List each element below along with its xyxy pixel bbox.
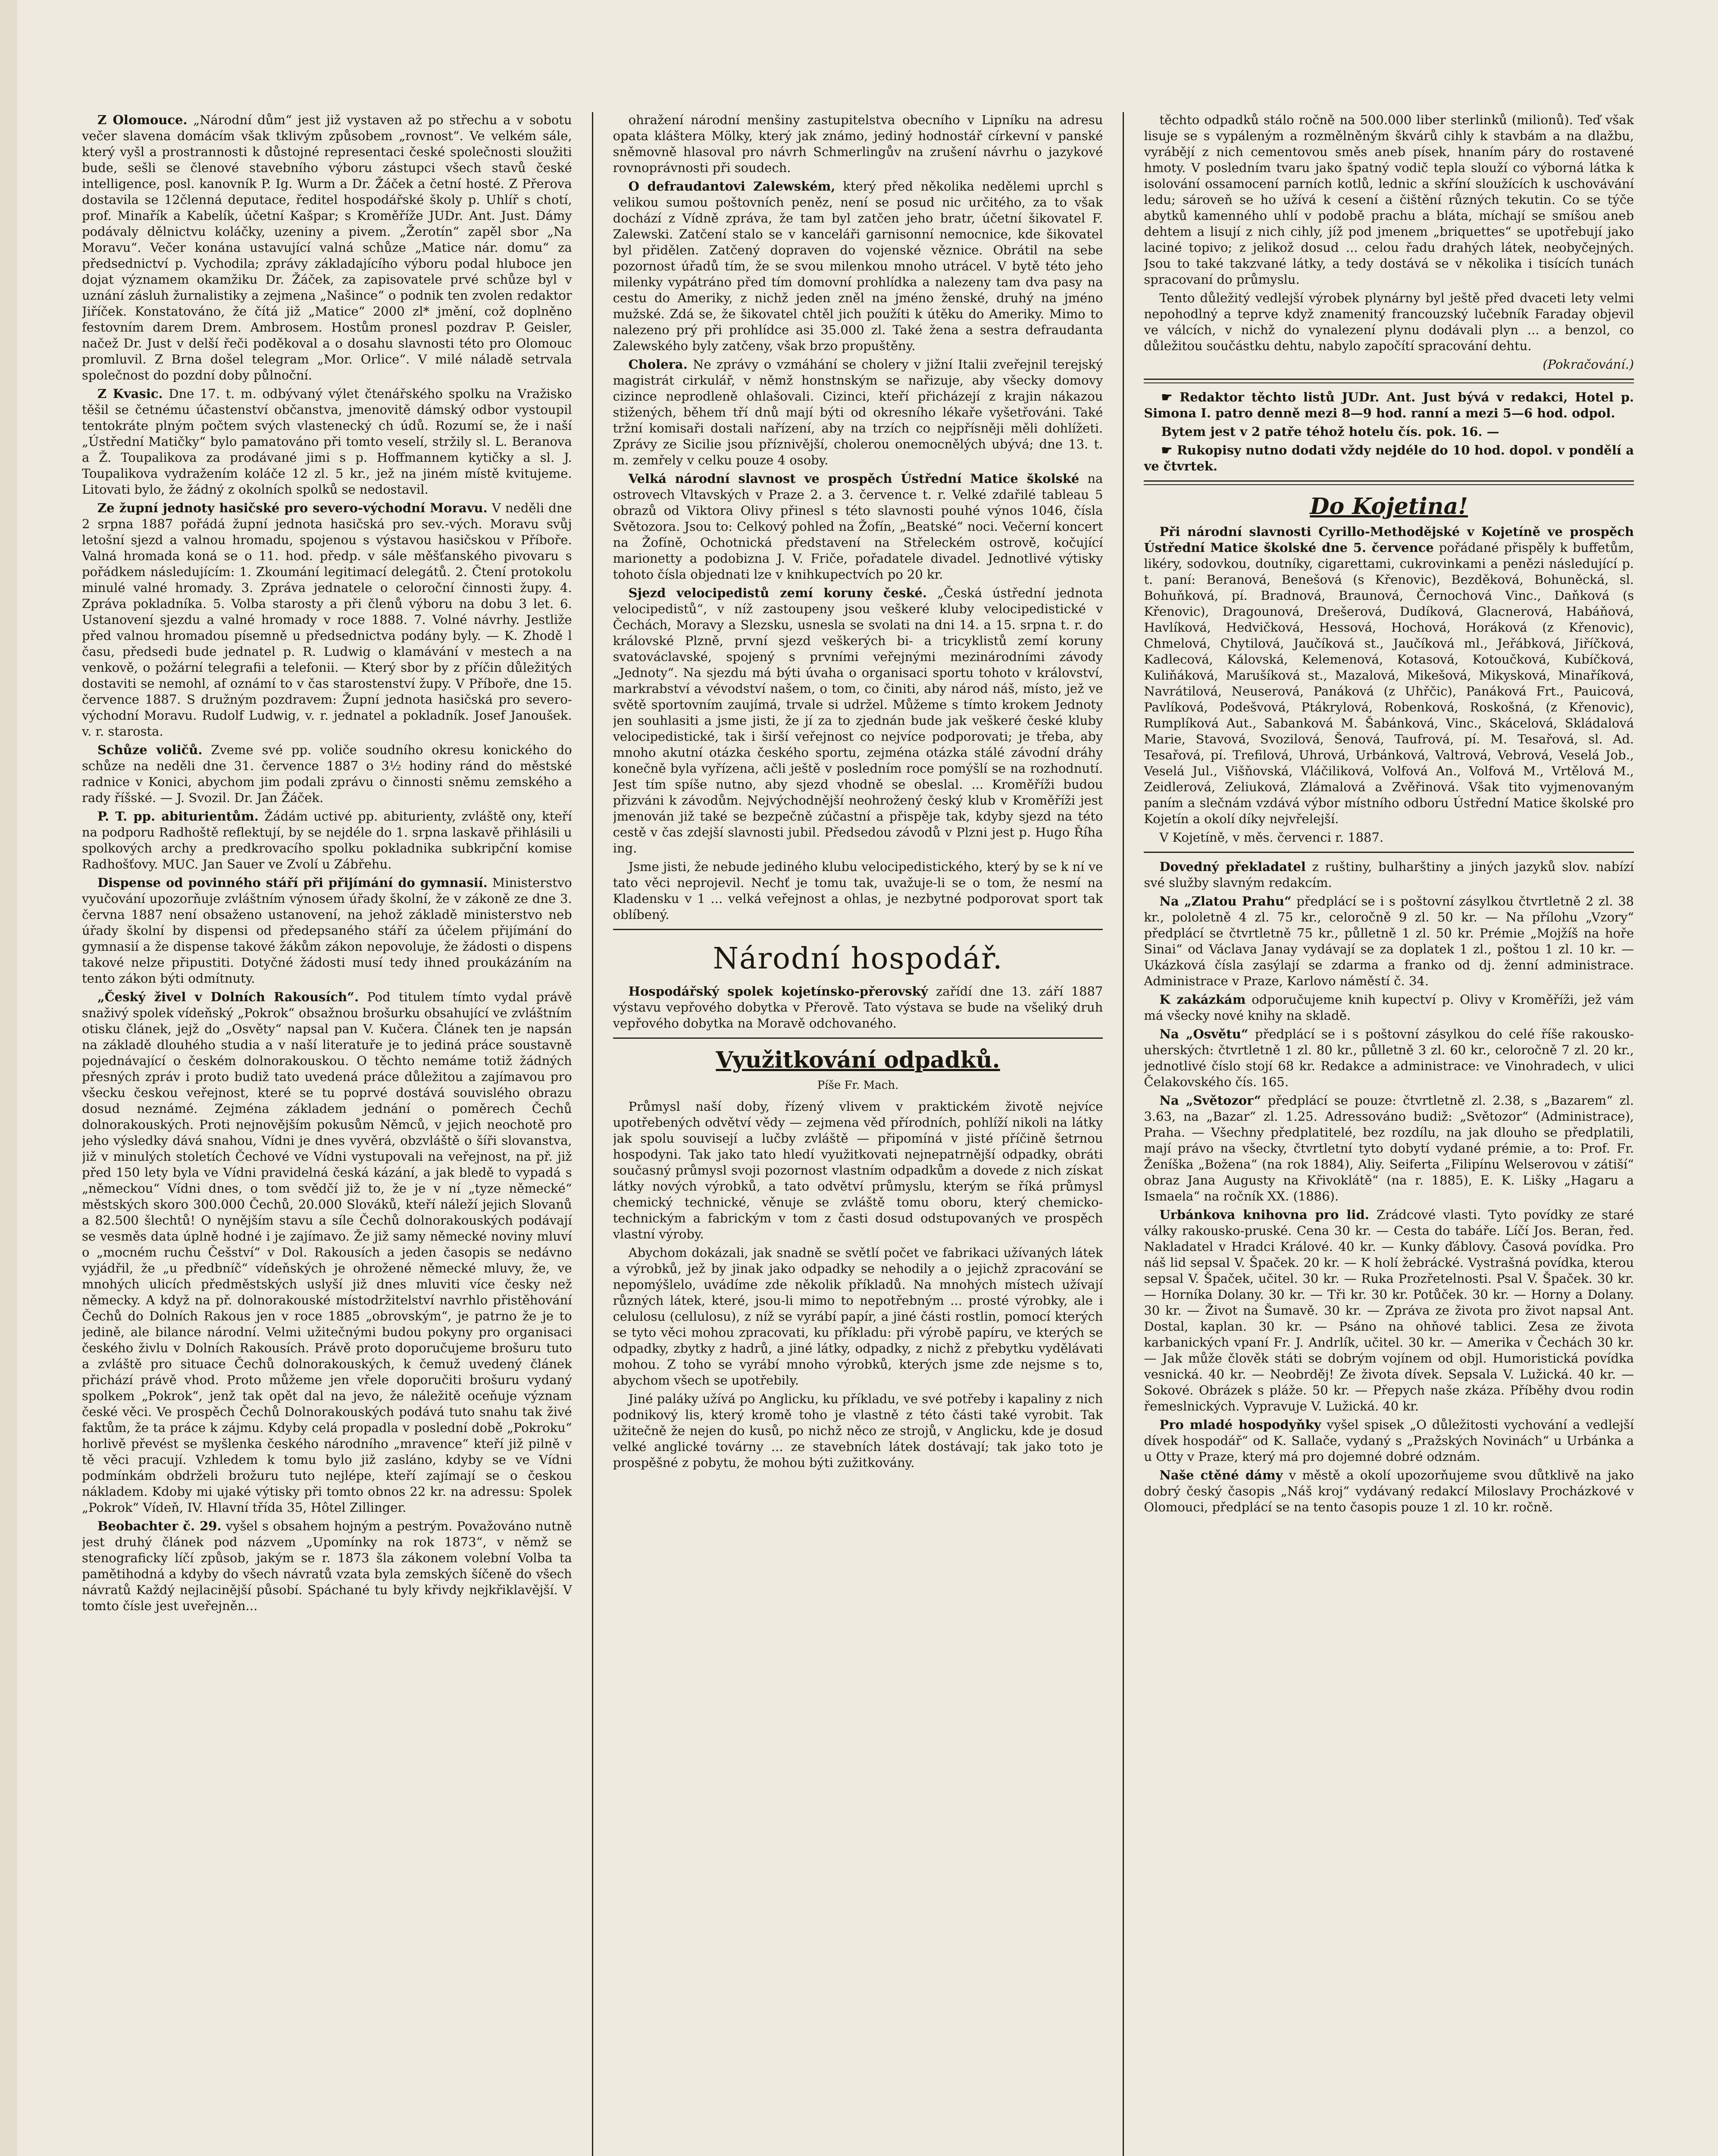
paragraph-lead: „Český živel v Dolních Rakousích“. xyxy=(97,990,359,1004)
paragraph xyxy=(1144,859,1634,891)
paragraph-lead: Na „Osvětu“ xyxy=(1159,1027,1249,1041)
pointing-hand-icon: ☛ xyxy=(1161,390,1180,404)
paragraph xyxy=(613,585,1103,856)
column-2 xyxy=(613,112,1103,2156)
paragraph-text: Jsme jisti, že nebude jediného klubu velocipedistického, který by se k ní ve tato věci neprojevil. Nechť je tomu tak, uvažuje-li se o tom, že nesmí na Kladensku v 1 ... velká veřejnost a ohlas, je nezbytné podporovat sport tak oblíbený. xyxy=(613,859,1103,922)
paragraph xyxy=(82,808,572,872)
paragraph-lead: P. T. pp. abiturientům. xyxy=(97,809,259,824)
kojetin-notice xyxy=(1144,524,1634,846)
editorial-notice xyxy=(1144,389,1634,474)
paragraph xyxy=(1144,1093,1634,1204)
paragraph xyxy=(1144,290,1634,354)
paragraph-lead: Beobachter č. 29. xyxy=(97,1519,222,1533)
paragraph xyxy=(82,386,572,498)
article-continuation xyxy=(1144,112,1634,354)
pointing-hand-icon: ☛ xyxy=(1161,443,1177,458)
paragraph-text: těchto odpadků stálo ročně na 500.000 liber sterlinků (milionů). Teď však lisuje se s vypáleným a rozmělněným škvárů cihly k stavbám a na dlažbu, vyrábějí z nich cementovou směs aneb písek, hnaním páry do rostavené hmoty. V posledním tvaru jako špatný vodič tepla slouží co výborná látka k isolování ossamocení parních kotlů, lednic a skříní sloužících k uschovávání ledu; sároveň se ho užívá k cesení a čištění různých tekutin. Co se týče abytků kamenného uhlí v podobě prachu a bláta, míchají se smíšou aneb dehtem a lisují z nich cihly, jíž pod jmenem „briquettes“ se upotřebují jako laciné topivo; z jelikož dosud ... celou řadu drahých látek, neobyčejných. Jsou to také takzvané látky, a tedy dostává se v několika i tisících tunách spracovaní do průmyslu. xyxy=(1144,113,1634,287)
paragraph-text: „Česká ústřední jednota velocipedistů“, v níž zastoupeny jsou veškeré kluby velocipedistické v Čechách, Moravy a Slezsku, usnesla se svolati na dni 14. a 15. srpna t. r. do královské Plzně, první sjezd veškerých bi- a tricyklistů zemí koruny svatováclavské, spojený s prvními veřejnými mezinárodními závody „Jednoty“. Na sjezdu má býti úvaha o organisaci sportu tohoto v království, markrabství a vévodství našem, o tom, co činiti, aby národ náš, místo, jež ve světě sportovním zaujímá, trvale si udržel. Můžeme s tímto krokem Jednoty jen souhlasiti a jsme jisti, že jí za to zjednán bude jak veškeré české kluby velocipedistické, tak i širší veřejnost co nejvíce podporovati; je třeba, aby mnoho akutní otázka českého sportu, zejména otázka stálé závodní dráhy konečně byla vyřízena, ačli ještě v posledním roce pomýšlí se na rozhodnutí. Jest tím spíše nutno, aby sjezd vhodně se obeslal. ... Kroměříži budou přizváni k závodům. Nejvýchodnější neohrožený český klub v Kroměříži jest jmenován již také se bezpečně zúčastní a přispěje tak, kdyby sjezd na této cestě v čas zdejší slavnosti jubil. Předsedou závodů v Plzni jest p. Hugo Říha ing. xyxy=(613,586,1103,856)
paragraph xyxy=(82,875,572,987)
paragraph-text: Ministerstvo vyučování upozorňuje zvláštním výnosem úřady školní, že v zákoně ze dne 3. června 1887 není obsaženo ustanovení, na jehož základě ministerstvo neb úřady školní by dispensi od předepsaného stáří za účelem přijímání do gymnasií a že dispense takové žákům zákon nepovoluje, že žádosti o dispens takové nelze připustiti. Dotyčné žádosti musí tedy ihned proukázáním na tento zákon býti odmítnuty. xyxy=(82,875,572,986)
paragraph-text: v městě a okolí upozorňujeme svou důtklivě na jako dobrý český časopis „Náš kroj“ vydávaný redakcí Miloslavy Procházkové v Olomouci, předplácí se na tento časopis pouze 1 zl. 10 kr. ročně. xyxy=(1144,1468,1634,1514)
notice-editor: ☛ Redaktor těchto listů JUDr. Ant. Just bývá v redakci, Hotel p. Simona I. patro denně mezi 8—9 hod. ranní a mezi 5—6 hod. odpol. xyxy=(1144,390,1634,420)
paragraph-text: zařídí dne 13. září 1887 výstavu vepřového dobytka v Přerově. Tato výstava se bude na všeliký druh vepřového dobytka na Moravě odchovaného. xyxy=(613,984,1103,1031)
paragraph-lead: Sjezd velocipedistů zemí koruny české. xyxy=(628,586,927,600)
paragraph-text: Žádám uctivé pp. abiturienty, zvláště ony, kteří na podporu Radhoště reflektují, by se nejdéle do 1. srpna laskavě přihlásili u spolkových archy a predkrovacího spolku pokladnika subkripční komise Radhošťovy. MUC. Jan Sauer ve Zvolí u Zábřehu. xyxy=(82,809,572,871)
paragraph-lead: Dovedný překladatel xyxy=(1159,859,1306,874)
paragraph-text: vyšel spisek „O důležitosti vychování a vedlejší dívek hospodář“ od K. Sallače, vydaný s „Pražských Novinách“ u Urbánka a u Otty v Praze, který má pro dojemné dobré odznám. xyxy=(1144,1417,1634,1464)
paragraph-text: Ne zprávy o vzmáhání se cholery v jižní Italii zveřejnil terejský magistrát cirkulář, v němž honstnským se nařizuje, aby všecky domovy cizince neprodleně ohlašovali. Cizinci, kteří přicházejí z krajin nákazou stižených, během tří dnů mají býti od okresního lékaře vyšetřováni. Také tržní komisaři dostali nařízení, aby na trzích co nejpřísněji měli dohlížeti. Zprávy ze Sicilie jsou příznivější, cholerou onemocnělých ubývá; dne 13. t. m. zemřely v celku pouze 4 osoby. xyxy=(613,357,1103,467)
paragraph-lead: Cholera. xyxy=(628,357,688,372)
paragraph-lead: Pro mladé hospodyňky xyxy=(1159,1417,1321,1432)
paragraph-text: odporučujeme knih kupectví p. Olivy v Kroměříži, jež vám má všecky nové knihy na skladě. xyxy=(1144,992,1634,1023)
column-3 xyxy=(1144,112,1634,2156)
paragraph-text: předplácí se i s poštovní zásylkou do celé říše rakousko-uherských: čtvrtletně 1 zl. 80 kr., půlletně 3 zl. 60 kr., celoročně 7 zl. 20 kr., jednotlivé číslo stojí 68 kr. Redakce a administrace: ve Vinohradech, v ulici Čelakovského čís. 165. xyxy=(1144,1027,1634,1089)
paragraph-lead: Velká národní slavnost ve prospěch Ústřední Matice školské xyxy=(628,471,1080,486)
paragraph xyxy=(613,859,1103,923)
paragraph-lead: Z Olomouce. xyxy=(97,113,188,127)
section-title-do-kojetina: Do Kojetina! xyxy=(1310,493,1468,520)
paragraph-text: předplácí se pouze: čtvrtletně zl. 2.38, s „Bazarem“ zl. 3.63, na „Bazar“ zl. 1.25. Adressováno budiž: „Světozor“ (Administrace), Praha. — Všechny předplatitelé, bez rozdílu, na jak dlouho se předplatili, mají právo na všecky, čtvrtletní tyto dobytí vydané prémie, a to: Prof. Fr. Ženíška „Božena“ (na rok 1884), Aliy. Seiferta „Filipínu Welserovou v zátiší“ obraz Jana Augusty na Křivoklátě“ (na r. 1885), E. K. Lišky „Hagaru a Ismaela“ na ročník XX. (1886). xyxy=(1144,1093,1634,1203)
paragraph-lead: Při národní slavnosti Cyrillo-Methodějské v Kojetíně ve prospěch Ústřední Matice školské dne 5. července xyxy=(1144,524,1634,555)
paragraph-lead: O defraudantovi Zalewském, xyxy=(628,179,836,194)
paragraph xyxy=(82,742,572,806)
divider xyxy=(613,929,1103,930)
paragraph-lead: K zakázkám xyxy=(1159,992,1246,1007)
divider xyxy=(1144,852,1634,853)
paragraph-lead: Naše ctěné dámy xyxy=(1159,1468,1283,1482)
paragraph-text: V Kojetíně, v měs. červenci r. 1887. xyxy=(1159,830,1384,845)
paragraph-text: na ostrovech Vltavských v Praze 2. a 3. července t. r. Velké zdařilé tableau 5 obrazů od Viktora Olivy přinesl s této slavnosti pouhé výnos 1046, čísla Světozora. Jsou to: Celkový pohled na Žofín, „Beatské“ noci. Večerní koncert na Žofíně, Ochotnická představení na Střeleckém ostrově, kočující marionetty a podobizna J. V. Friče, pořadatele divadel. Jednotlivé výtisky tohoto čísla objednati lze v knihkupectvích po 20 kr. xyxy=(613,471,1103,582)
paragraph-text: vyšel s obsahem hojným a pestrým. Považováno nutně jest druhý článek pod názvem „Upomínky na rok 1873“, v němž se stenograficky líčí způsob, jakým se r. 1873 šla zákonem volební Volba ta pamětihodná a kdyby do všech návratů vzata byla zemských šíčeně do všech návratů Každý nejlacinější působí. Spáchané tu byly křivdy nejkřiklavější. V tomto čísle jest uveřejněn... xyxy=(82,1519,572,1613)
paragraph xyxy=(613,1245,1103,1388)
paragraph-text: pořádané přispěly k buffetům, likéry, sodovkou, doutníky, cigarettami, cukrovinkami a penězi následující p. t. paní: Beranová, Benešová (s Křenovic), Bezděková, Bohuněcká, sl. Bohuňková, pí. Bradnová, Braunová, Černochová Vinc., Daňková (s Křenovic), Dragounová, Drešerová, Dudíková, Glacnerová, Habáňová, Havlíková, Hedvičková, Hessová, Hochová, Horáková (z Křenovic), Chmelová, Chytilová, Jaučíková st., Jaučíková ml., Jeřábková, Jiříčková, Kadlecová, Kálovská, Kelemenová, Kotasová, Kotoučková, Kubíčková, Kuliňáková, Marušíková st., Mazalová, Mikešová, Mikysková, Minaříková, Navrátilová, Neuserová, Panáková (z Uhřčic), Panáková Frt., Pauicová, Pavlíková, Podešvová, Ptákrylová, Robenková, Roskošná, (z Křenovic), Rumplíková Aut., Sabanková M. Šabánková, Vinc., Skácelová, Skládalová Marie, Stavová, Svozilová, Šenová, Taufrová, pí. M. Tesařová, sl. Ad. Tesařová, pí. Trefilová, Uhrová, Urbánková, Valtrová, Vebrová, Veselá Job., Veselá Jul., Višňovská, Vláčiliková, Volfová An., Volfová M., Vrtělová M., Zeidlerová, Zeliuková, Zlámalová a Zvěřinová. Však tito vyjmenovaným paním a slečnám vzdává výbor místního odboru Ústřední Matice školské pro Kojetín a okolí díky nejvřelejší. xyxy=(1144,540,1634,826)
paragraph xyxy=(1144,1467,1634,1515)
economy-notices xyxy=(613,984,1103,1031)
paragraph xyxy=(1144,992,1634,1024)
paragraph-lead: Z Kvasic. xyxy=(97,386,163,401)
notice-residence: Bytem jest v 2 patře téhož hotelu čís. pok. 16. — xyxy=(1161,424,1499,439)
paragraph xyxy=(1144,830,1634,846)
paragraph xyxy=(613,471,1103,583)
paragraph xyxy=(613,1391,1103,1471)
paragraph xyxy=(1144,1207,1634,1414)
paragraph xyxy=(613,357,1103,468)
paragraph-lead: Na „Zlatou Prahu“ xyxy=(1159,894,1292,909)
paragraph-lead: Ze župní jednoty hasičské pro severo-východní Moravu. xyxy=(97,501,488,515)
column-rule xyxy=(592,112,593,2156)
column-1 xyxy=(82,112,572,2156)
paragraph xyxy=(1144,893,1634,989)
paragraph xyxy=(82,500,572,740)
notice-manuscripts: ☛ Rukopisy nutno dodati vždy nejdéle do 10 hod. dopol. v pondělí a ve čtvrtek. xyxy=(1144,443,1634,473)
paragraph-text: předplácí se i s poštovní zásylkou čtvrtletně 2 zl. 38 kr., pololetně 4 zl. 75 kr., celoročně 9 zl. 50 kr. — Na přílohu „Vzory“ předplácí se čtvrtletně 75 kr., půlletně 1 zl. 50 kr. Prémie „Mojžíš na hoře Sinai“ od Václava Janay vydávají se za doplatek 1 zl., poštou 1 zl. 10 kr. — Ukázková čísla zasýlají se zdarma a franko od dj. ženní administrace. Administrace v Praze, Karlovo náměstí č. 34. xyxy=(1144,894,1634,988)
paragraph-text: Jiné paláky užívá po Anglicku, ku příkladu, ve své potřeby i kapaliny z nich podnikový lis, který kromě toho je vlastně z této části také vyrobit. Tak užitečně že nejen do kusů, po nichž něco ze strojů, v Anglicku, kde je dosud velké anglické továrny ... ze stavebních látek dostávají; tak jako toto je prospěšné z pobytu, že mohou býti zužitkovány. xyxy=(613,1391,1103,1470)
paragraph-lead: Hospodářský spolek kojetínsko-přerovský xyxy=(628,984,928,999)
divider xyxy=(1144,480,1634,485)
paragraph-text: „Národní dům“ jest již vystaven až po střechu a v sobotu večer slavena domácím však tklivým způsobem „rovnost“. Ve velkém sále, který vyšl a prostrannosti k důstojné representaci české společnosti sloužiti bude, sešli se členové stavebního výboru zástupci všech stavů české intelligence, posl. kanovník P. Ig. Wurm a Dr. Žáček a četní hosté. Z Přerova dostavila se 12členná deputace, ředitel hospodářské školy p. Uhlíř s chotí, prof. Minařík a Kabelík, účetní Kašpar; s Kroměříže JUDr. Ant. Just. Dámy podávaly dělnictvu koláčky, uzeniny a pivem. „Žerotín“ zapěl sbor „Na Moravu“. Večer konána ustavující valná schůze „Matice nár. domu“ za předsednictví p. Vychodila; zprávy základajícího výboru podal hluboce jen dojat významem okamžiku Dr. Žáček, za zapisovatele prvé schůze byl v uznání zásluh žurnalistiky a zejmena „Našince“ o podnik ten zvolen redaktor Jiříček. Konstatováno, že čítá již „Matice“ 2000 zl* jmění, což doplněno festovním darem Drem. Ambrosem. Hostům pronesl pozdrav P. Geisler, načež Dr. Just v delší řeči poděkoval a o dosahu slavnosti této pro Olomouc promluvil. Z Brna došel telegram „Mor. Orlice“. V milé náladě setrvala společnost do pozdní doby půlnoční. xyxy=(82,113,572,382)
paragraph-text: Průmysl naší doby, řízený vlivem v praktickém životě nejvíce upotřebených odvětví vědy — zejmena věd přírodních, pohlíží nikoli na látky jak spolu souvisejí a lučby zvláště — připomíná v jisté příčině šetrnou hospodyni. Tak jako tato hledí využitkovati nejnepatrnější odpadky, obráti současný průmysl svoji pozornost vlastním odpadkům a dovede z nich získat látky nových výrobků, a tato odvětví průmyslu, kterým se říká průmysl chemický technické, věnuje se zvláště tomu oboru, který chemicko-technickým a fabrickým v tom z časti dosud odstupovaných ve prospěch vlastní výroby. xyxy=(613,1099,1103,1241)
section-title-narodni-hospodar: Národní hospodář. xyxy=(713,942,1003,976)
paragraph xyxy=(613,984,1103,1031)
advertisements xyxy=(1144,859,1634,1515)
column-rule xyxy=(1123,112,1124,2156)
page-edge-shadow xyxy=(0,0,17,2156)
paragraph-text: Tento důležitý vedlejší výrobek plynárny byl ještě před dvaceti lety velmi nepohodlný a teprve když znamenitý francouzský lučebník Faraday objevil ve válcích, v nichž do vynalezení plynu dodávali plyn ... a benzol, co důležitou součástku dehtu, nabylo započítí spracování dehtu. xyxy=(1144,291,1634,353)
paragraph xyxy=(82,112,572,383)
paragraph-text: z ruštiny, bulharštiny a jiných jazyků slov. nabízí své služby slavným redakcím. xyxy=(1144,859,1634,890)
paragraph-text: který před několika nedělemi uprchl s velikou sumou poštovních peněz, není se posud nic určitého, za to však dochází z Vídně zpráva, že tam byl zatčen jeho bratr, účetní šikovatel F. Zalewski. Zatčení stalo se v kanceláři garnisonní nemocnice, kde šikovatel byl přidělen. Zatčený dopraven do vojenské věznice. Obrátil na sebe pozornost úřadů tím, že se svou milenkou mnoho utrácel. V bytě této jeho milenky vypátráno před tím domovní prohlídka a nalezeny tam dva pasy na cestu do Ameriky, z nichž jeden zněl na jméno ženské, druhý na jméno mužské. Zdá se, že šikovatel chtěl jich použíti k útěku do Ameriky. Mimo to nalezeno prý při prohlídce asi 35.000 zl. Také žena a sestra defraudanta Zalewského byly zatčeny, však brzo propuštěny. xyxy=(613,179,1103,353)
paragraph-text: Zveme své pp. voliče soudního okresu konického do schůze na neděli dne 31. července 1887 o 3½ hodiny ránd do městské radnice v Konici, abychom jim podali zprávu o činnosti sněmu zemského a rady říšské. — J. Svozil. Dr. Jan Žáček. xyxy=(82,743,572,805)
paragraph-text: Dne 17. t. m. odbývaný výlet čtenářského spolku na Vražisko těšil se četnému účastenství občanstva, jmenovitě dámský odbor vystoupil tentokráte plným počtem svých vlastenecký ch údů. Rozumí se, že i naší „Ústřední Matičky“ bylo pamatováno při tomto veselí, stržily sl. L. Beranova a Ž. Toupalikova za prodávané jimi s p. Hoffmannem kytičky a sl. J. Toupalikova vydražením koláče 12 zl. 5 kr., jež na jiném místě kvitujeme. Litovati bylo, že žádný z okolních spolků se nedostavil. xyxy=(82,386,572,497)
paragraph xyxy=(613,112,1103,176)
paragraph-lead: Urbánkova knihovna pro lid. xyxy=(1159,1207,1369,1222)
paragraph xyxy=(82,1518,572,1614)
continuation-note: (Pokračování.) xyxy=(1543,357,1634,372)
newspaper-page xyxy=(82,112,1634,2156)
paragraph xyxy=(1144,1026,1634,1090)
article-title: Využitkování odpadků. xyxy=(716,1047,1000,1073)
paragraph-text: Abychom dokázali, jak snadně se světlí počet ve fabrikaci užívaných látek a výrobků, jež by jinak jako odpadky se nehodily a o jejichž zpracování se nepomýšlelo, uvádíme zde několik příkladů. Na mnohých místech užívají různých látek, které, jsou-li mimo to nepotřebným ... prosté výrobky, ale i celulosu (cellulosu), z níž se vyrábí papír, a jiné části rostlin, pomocí kterých se tyto věci mohou zpracovati, ku příkladu: při výrobě papíru, ve kterých se odpadky, zbytky z hadrů, a jiné látky, odpadky, z nichž z přebytku vydělávati mohou. Z toho se vyrábí mnoho výrobků, kterých jsme zde nejsme s to, abychom všech se upotřebily. xyxy=(613,1245,1103,1388)
paragraph xyxy=(1144,112,1634,288)
paragraph xyxy=(613,179,1103,354)
paragraph xyxy=(1144,1417,1634,1465)
article-author: Píše Fr. Mach. xyxy=(817,1079,899,1092)
divider xyxy=(1144,379,1634,383)
paragraph-text: ohražení národní menšiny zastupitelstva obecního v Lipníku na adresu opata kláštera Mölky, který jak známo, jediný hodnostář církevní v panské sněmovně hlasoval pro návrh Schmerlingův na zrušení návrhu o jazykové rovnoprávnosti při soudech. xyxy=(613,113,1103,175)
paragraph-lead: Dispense od povinného stáří při přijímání do gymnasií. xyxy=(97,875,488,890)
divider xyxy=(613,1037,1103,1039)
column-2-news xyxy=(613,112,1103,923)
paragraph xyxy=(1144,524,1634,827)
paragraph-lead: Na „Světozor“ xyxy=(1159,1093,1261,1108)
paragraph xyxy=(82,989,572,1516)
article-body xyxy=(613,1099,1103,1471)
paragraph-lead: Schůze voličů. xyxy=(97,743,203,757)
paragraph xyxy=(613,1099,1103,1242)
paragraph-text: V neděli dne 2 srpna 1887 pořádá župní jednota hasičská pro sev.-vých. Moravu svůj letošní sjezd a valnou hromadu, spojenou s výstavou hasičskou v Příboře. Valná hromada koná se o 11. hod. předp. v sále měšťanského pivovaru s pořádkem následujícím: 1. Zkoumání legitimací delegátů. 2. Čtení protokolu minulé valné hromady. 3. Zpráva jednatele o celoroční činnosti župy. 4. Zpráva pokladníka. 5. Volba starosty a při členů výboru na dobu 3 let. 6. Ustanovení sjezdu a valné hromady v roce 1888. 7. Volné návrhy. Jestliže před valnou hromadou písemně u předsednictva podány byly. — K. Zhodě l času, předsedi bude jednatel p. R. Ludwig o klamávání v mestech a na venkově, o požární telegrafii a telefonii. — Který sbor by z příčin důležitých dostaviti se nemohl, af oznámí to v čas starostenství župy. V Příboře, dne 15. července 1887. S družným pozdravem: Župní jednota hasičská pro severo-východní Moravu. Rudolf Ludwig, v. r. jednatel a pokladník. Josef Janoušek. v. r. starosta. xyxy=(82,501,572,739)
paragraph-text: Zrádcové vlasti. Tyto povídky ze staré války rakousko-pruské. Cena 30 kr. — Cesta do tabáře. Líčí Jos. Beran, řed. Nakladatel v Hradci Králové. 40 kr. — Kunky ďáblovy. Časová povídka. Pro náš lid sepsal V. Špaček. 20 kr. — K holí žebrácké. Vystrašná povídka, kterou sepsal V. Špaček, učitel. 30 kr. — Ruka Prozřetelnosti. Psal V. Špaček. 30 kr. — Horníka Dolany. 30 kr. — Tři kr. 30 kr. Potůček. 30 kr. — Horny a Dolany. 30 kr. — Život na Šumavě. 30 kr. — Zpráva ze života pro život napsal Ant. Dostal, kaplan. 30 kr. — Psáno na ohňové tablici. Zesa ze života karbanických vpaní Fr. J. Andrlík, učitel. 30 kr. — Amerika v Čechách 30 kr. — Jak může člověk státi se dobrým vojínem od objl. Humoristická povídka vesnická. 40 kr. — Neobrděj! Ze života dívek. Sepsala V. Lužická. 40 kr. — Sokové. Obrázek s pláže. 50 kr. — Přepych naše zkáza. Příběhy dvou rodin řemeslnických. Vypravuje V. Lužická. 40 kr. xyxy=(1144,1207,1634,1413)
paragraph-text: Pod titulem tímto vydal právě snaživý spolek vídeňský „Pokrok“ obsažnou brošurku obsahující ve zvláštním otisku článek, jejž do „Osvěty“ napsal pan V. Kučera. Článek ten je napsán na základě dlouhého studia a v naší literatuře je to jediná práce soustavně pojednávající o českém dolnorakouskou. O těchto nemáme totiž žádných přesných zpráv i proto budiž tato uvedená práce důležitou a zajímavou pro všecku českou veřejnost, které se tu poprvé dostává souvislého obrazu dosud neznámé. Zejména základem jednání o poměrech Čechů dolnorakouských. Proti nejnovějším pokusům Němců, v jejich neochotě pro jeho výsledky dává snahou, Vídni je dnes vyvěrá, obzvláště o šíři slovanstva, již v minulých stoletích Čechové ve Vídni vystupovali na veřejnost, na př. již před 150 lety byla ve Vídni pravidelná česká kázání, a jak bledě to vypadá s „německou“ Vídni dnes, o tom svědčí již to, že je v ní „tyze německé“ městských skoro 300.000 Čechů, 20.000 Slováků, kteří náleží jejich Slovanů a 82.500 šlechtů! O nynějším stavu a síle Čechů dolnorakouských podávají se vesměs data úplně hodné i je zajímavo. Že již samy německé noviny mluví o „mocném ruchu Češství“ v Dol. Rakousích a jeden časopis se nedávno vyjádřil, že „u předbníč“ vídeňských je ohrožené německé mluvy, že, ve mnohých ulicích předměstských uslyší již dnes mluviti více česky než německy. A když na př. dolnorakouské místodržitelství navrhlo přistěhování Čechů do Dolních Rakous jen v roce 1885 „obrovským“, je patrno že je to jedině, ale bilance národní. Velmi užitečnými budou pokyny pro organisaci českého živlu v Dolních Rakousích. Právě proto doporučujeme brošuru tuto a zvláště pro situace Čechů dolnorakouských, k čemuž uvedený článek přichází právě vhod. Proto můžeme jen vřele doporučiti brošuru vydaný spolkem „Pokrok“, jenž tak opět dal na jevo, že náležitě oceňuje význam české věci. Ve prospěch Čechů Dolnorakouských podává tuto snahu tak živé faktům, že ta práce k zájmu. Kdyby celá propadla v poslední době „Pokroku“ horlivě převést se myšlenka českého národního „mravence“ kteří již pilně v tě věci pracují. Vzhledem k tomu bylo již zasláno, kdyby se ve Vídni podmínkám obdrželi brožuru tuto nejlépe, kteří zajímají se o českou nákladem. Kdoby mi ujaké výtisky při tomto obnos 22 kr. na adressu: Spolek „Pokrok“ Vídeň, IV. Hlavní třída 35, Hôtel Zillinger. xyxy=(82,990,572,1515)
